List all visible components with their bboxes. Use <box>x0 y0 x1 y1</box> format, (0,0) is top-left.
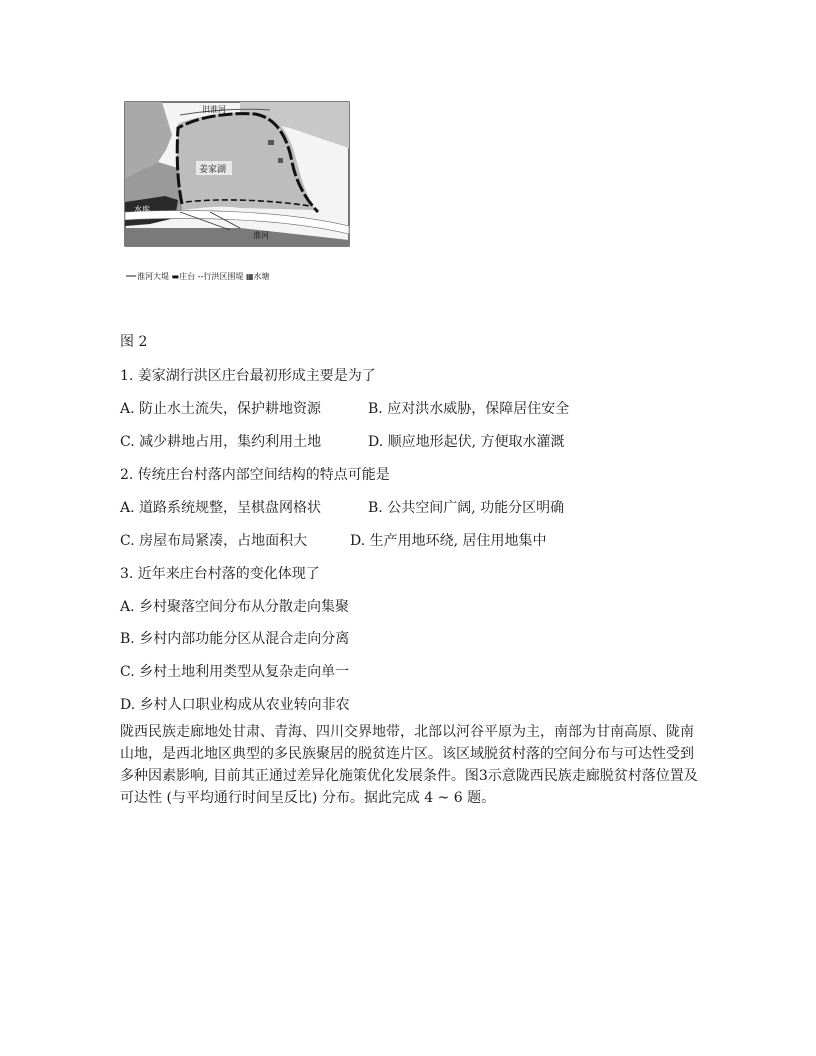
q3-option-c[interactable]: C. 乡村土地利用类型从复杂走向单一 <box>120 664 350 680</box>
label-old-huai: 旧淮河 <box>202 105 226 114</box>
q1-option-b[interactable]: B. 应对洪水威胁，保障居住安全 <box>368 401 570 417</box>
q1-option-d[interactable]: D. 顺应地形起伏, 方便取水灌溉 <box>368 434 565 450</box>
q2-option-b[interactable]: B. 公共空间广阔, 功能分区明确 <box>368 500 565 516</box>
label-lake: 姜家湖 <box>199 165 227 175</box>
q1-option-a[interactable]: A. 防止水土流失，保护耕地资源 <box>120 401 322 417</box>
q1-stem: 1. 姜家湖行洪区庄台最初形成主要是为了 <box>120 368 376 384</box>
q2-options-row1 <box>120 498 564 518</box>
passage-text: 陇西民族走廊地处甘肃、青海、四川交界地带，北部以河谷平原为主，南部为甘南高原、陇南山地，是西北地区典型的多民族聚居的脱贫连片区。该区域脱贫村落的空间分布与可达性受到多种因素影响, 目前其正通过差异化施策优化发展条件。图3示意陇西民族走廊脱贫村落位置及可达性 (与平均通行时间呈反比) 分布。据此完成 4 ~ 6 题。 <box>120 724 698 806</box>
legend-text: 淮河大堤 ▬庄台 --行洪区围堤 ▦水塘 <box>137 272 270 281</box>
q2-option-d[interactable]: D. 生产用地环绕, 居住用地集中 <box>350 533 547 549</box>
label-huai: 淮河 <box>253 231 269 240</box>
q1-options-row1 <box>120 399 569 419</box>
q1-options-row2 <box>120 432 565 452</box>
q3-option-d[interactable]: D. 乡村人口职业构成从农业转向非农 <box>120 697 350 713</box>
q2-option-c[interactable]: C. 房屋布局紧凑，占地面积大 <box>120 533 308 549</box>
q3-option-a[interactable]: A. 乡村聚落空间分布从分散走向集聚 <box>120 599 350 615</box>
q2-stem: 2. 传统庄台村落内部空间结构的特点可能是 <box>120 467 390 483</box>
q3-stem: 3. 近年来庄台村落的变化体现了 <box>120 566 320 582</box>
label-reservoir: 水库 <box>134 205 150 214</box>
q2-options-row2 <box>120 531 547 551</box>
q3-option-b[interactable]: B. 乡村内部功能分区从混合走向分离 <box>120 631 350 647</box>
q1-option-c[interactable]: C. 减少耕地占用，集约利用土地 <box>120 434 322 450</box>
pond-icon <box>268 140 274 145</box>
figure-caption: 图 2 <box>120 334 148 350</box>
map-figure-2 <box>120 100 352 290</box>
q2-option-a[interactable]: A. 道路系统规整，呈棋盘网格状 <box>120 500 322 516</box>
pond-icon <box>278 158 283 163</box>
